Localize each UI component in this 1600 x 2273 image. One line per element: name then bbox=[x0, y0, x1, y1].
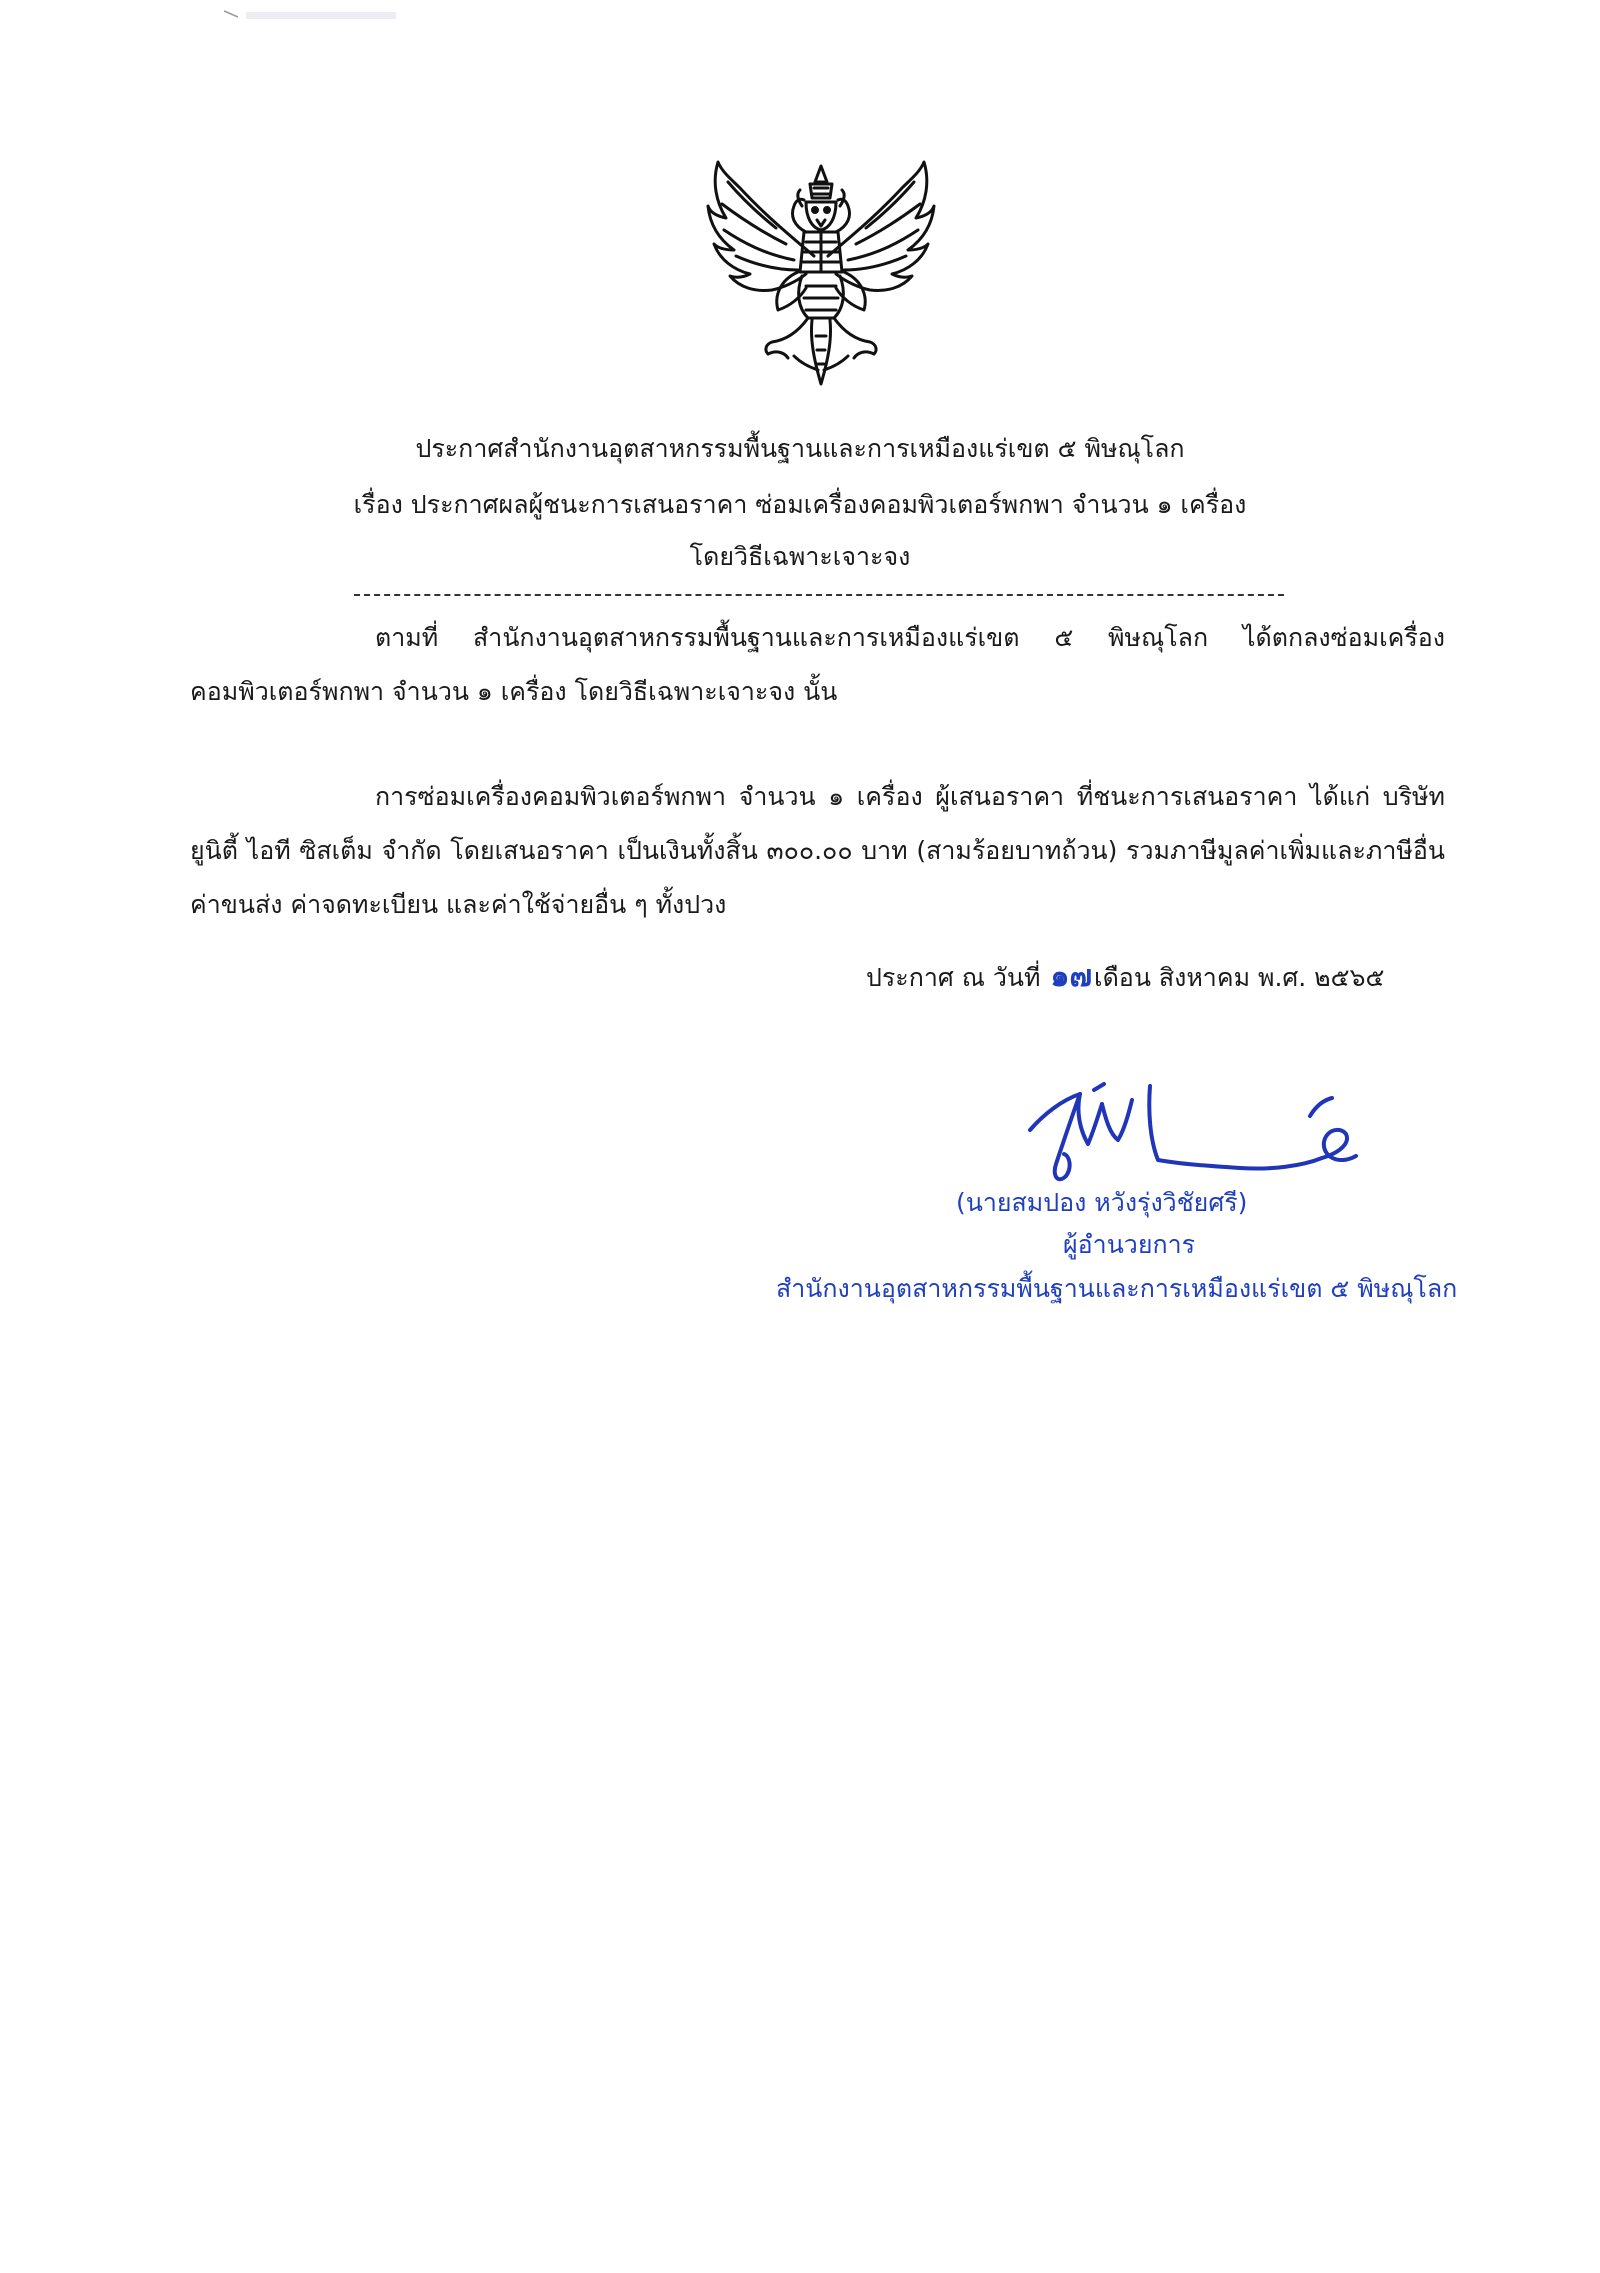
garuda-emblem-icon bbox=[706, 160, 936, 386]
dashed-divider bbox=[354, 594, 1284, 596]
handwritten-signature bbox=[1010, 1060, 1370, 1200]
signatory-position: ผู้อำนวยการ bbox=[1063, 1230, 1196, 1259]
body-paragraph bbox=[190, 611, 1445, 719]
signatory-organization: สำนักงานอุตสาหกรรมพื้นฐานและการเหมืองแร่เขต ๕ พิษณุโลก bbox=[776, 1274, 1458, 1303]
announcement-subject: เรื่อง ประกาศผลผู้ชนะการเสนอราคา ซ่อมเครื่องคอมพิวเตอร์พกพา จำนวน ๑ เครื่อง bbox=[353, 490, 1247, 519]
paragraph-1-text: ตามที่ สำนักงานอุตสาหกรรมพื้นฐานและการเหมืองแร่เขต ๕ พิษณุโลก ได้ตกลงซ่อมเครื่อง คอมพิวเตอร์พกพา จำนวน ๑ เครื่อง โดยวิธีเฉพาะเจาะจง นั้น bbox=[190, 623, 1445, 706]
date-suffix: เดือน สิงหาคม พ.ศ. ๒๕๖๕ bbox=[1094, 963, 1385, 992]
announcement-method: โดยวิธีเฉพาะเจาะจง bbox=[689, 542, 911, 571]
announcement-title: ประกาศสำนักงานอุตสาหกรรมพื้นฐานและการเหมืองแร่เขต ๕ พิษณุโลก bbox=[415, 434, 1185, 463]
announcement-date bbox=[866, 960, 1384, 995]
signatory-name: (นายสมปอง หวังรุ่งวิชัยศรี) bbox=[956, 1188, 1248, 1217]
date-day-handwritten: ๑๗ bbox=[1050, 959, 1093, 994]
body-paragraph bbox=[190, 770, 1445, 932]
scan-artifact bbox=[224, 8, 404, 22]
date-prefix: ประกาศ ณ วันที่ bbox=[866, 963, 1041, 992]
paragraph-2-text: การซ่อมเครื่องคอมพิวเตอร์พกพา จำนวน ๑ เครื่อง ผู้เสนอราคา ที่ชนะการเสนอราคา ได้แก่ บริษัท ยูนิตี้ ไอที ซิสเต็ม จำกัด โดยเสนอราคา เป็นเงินทั้งสิ้น ๓๐๐.๐๐ บาท (สามร้อยบาทถ้วน) รวมภาษีมูลค่าเพิ่มและภาษีอื่น ค่าขนส่ง ค่าจดทะเบียน และค่าใช้จ่ายอื่น ๆ ทั้งปวง bbox=[190, 782, 1445, 919]
